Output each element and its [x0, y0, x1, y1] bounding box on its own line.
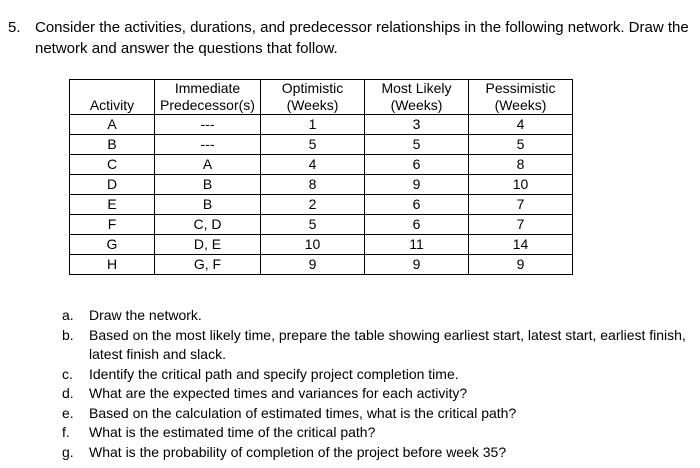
cell-most-likely: 3 — [365, 115, 469, 135]
cell-optimistic: 2 — [261, 195, 365, 215]
header-most-likely-line1: Most Likely — [365, 80, 469, 98]
subquestion-text: What are the expected times and variances for each activity? — [89, 385, 468, 401]
cell-pessimistic: 5 — [469, 135, 573, 155]
cell-pessimistic: 7 — [469, 195, 573, 215]
subquestion-text: What is the probability of completion of the project before week 35? — [89, 443, 507, 460]
cell-most-likely: 11 — [365, 235, 469, 255]
table-row — [70, 195, 573, 215]
subquestion-item — [62, 384, 690, 404]
question-number: 5. — [8, 19, 21, 36]
cell-pessimistic: 14 — [469, 235, 573, 255]
cell-activity: C — [70, 155, 155, 175]
cell-optimistic: 10 — [261, 235, 365, 255]
subquestion-item — [62, 423, 690, 443]
cell-pessimistic: 8 — [469, 155, 573, 175]
subquestion-list — [62, 306, 690, 462]
table-row — [70, 255, 573, 275]
subquestion-item — [62, 443, 690, 463]
table-row — [70, 115, 573, 135]
subquestion-item — [62, 365, 690, 385]
header-activity: Activity — [70, 80, 155, 115]
cell-predecessors: C, D — [155, 215, 261, 235]
subquestion-item — [62, 326, 690, 365]
cell-optimistic: 1 — [261, 115, 365, 135]
activity-table — [69, 79, 573, 275]
question-5 — [8, 17, 694, 59]
table-header-row-1 — [70, 80, 573, 98]
cell-activity: H — [70, 255, 155, 275]
table-row — [70, 235, 573, 255]
header-optimistic-line2: (Weeks) — [261, 97, 365, 115]
table-row — [70, 135, 573, 155]
subquestion-text: Based on the calculation of estimated times, what is the critical path? — [89, 404, 517, 421]
cell-predecessors: --- — [155, 115, 261, 135]
table-row — [70, 175, 573, 195]
cell-predecessors: G, F — [155, 255, 261, 275]
cell-most-likely: 6 — [365, 215, 469, 235]
cell-most-likely: 9 — [365, 255, 469, 275]
cell-predecessors: B — [155, 195, 261, 215]
subquestion-text: Identify the critical path and specify project completion time. — [89, 365, 459, 382]
subquestion-letter: b. — [62, 326, 74, 343]
subquestion-letter: e. — [62, 404, 74, 421]
header-pessimistic-line2: (Weeks) — [469, 97, 573, 115]
subquestion-item — [62, 404, 690, 424]
cell-activity: A — [70, 115, 155, 135]
cell-optimistic: 8 — [261, 175, 365, 195]
header-predecessor-line2: Predecessor(s) — [155, 97, 261, 115]
cell-most-likely: 9 — [365, 175, 469, 195]
cell-activity: B — [70, 135, 155, 155]
subquestion-letter: g. — [62, 443, 74, 460]
subquestion-letter: a. — [62, 307, 74, 323]
cell-optimistic: 9 — [261, 255, 365, 275]
question-text: Consider the activities, durations, and predecessor relationships in the following network. Draw the network and answer the questions that follow. — [35, 19, 689, 57]
cell-pessimistic: 10 — [469, 175, 573, 195]
subquestion-letter: f. — [62, 424, 70, 440]
table-row — [70, 215, 573, 235]
cell-most-likely: 6 — [365, 195, 469, 215]
cell-activity: E — [70, 195, 155, 215]
header-optimistic-line1: Optimistic — [261, 80, 365, 98]
table-row — [70, 155, 573, 175]
cell-predecessors: B — [155, 175, 261, 195]
header-pessimistic-line1: Pessimistic — [469, 80, 573, 98]
subquestion-text: Draw the network. — [89, 307, 202, 323]
cell-pessimistic: 9 — [469, 255, 573, 275]
header-most-likely-line2: (Weeks) — [365, 97, 469, 115]
subquestion-letter: c. — [62, 365, 73, 382]
cell-activity: F — [70, 215, 155, 235]
cell-predecessors: --- — [155, 135, 261, 155]
cell-activity: D — [70, 175, 155, 195]
cell-optimistic: 5 — [261, 215, 365, 235]
subquestion-item — [62, 306, 690, 326]
cell-activity: G — [70, 235, 155, 255]
cell-predecessors: D, E — [155, 235, 261, 255]
subquestion-text: What is the estimated time of the critical path? — [89, 424, 376, 440]
subquestion-text: Based on the most likely time, prepare the table showing earliest start, latest start, earliest finish, latest finish and slack. — [89, 326, 686, 362]
cell-predecessors: A — [155, 155, 261, 175]
header-predecessor-line1: Immediate — [155, 80, 261, 98]
cell-most-likely: 5 — [365, 135, 469, 155]
cell-pessimistic: 4 — [469, 115, 573, 135]
cell-optimistic: 4 — [261, 155, 365, 175]
cell-most-likely: 6 — [365, 155, 469, 175]
cell-optimistic: 5 — [261, 135, 365, 155]
cell-pessimistic: 7 — [469, 215, 573, 235]
subquestion-letter: d. — [62, 385, 74, 401]
